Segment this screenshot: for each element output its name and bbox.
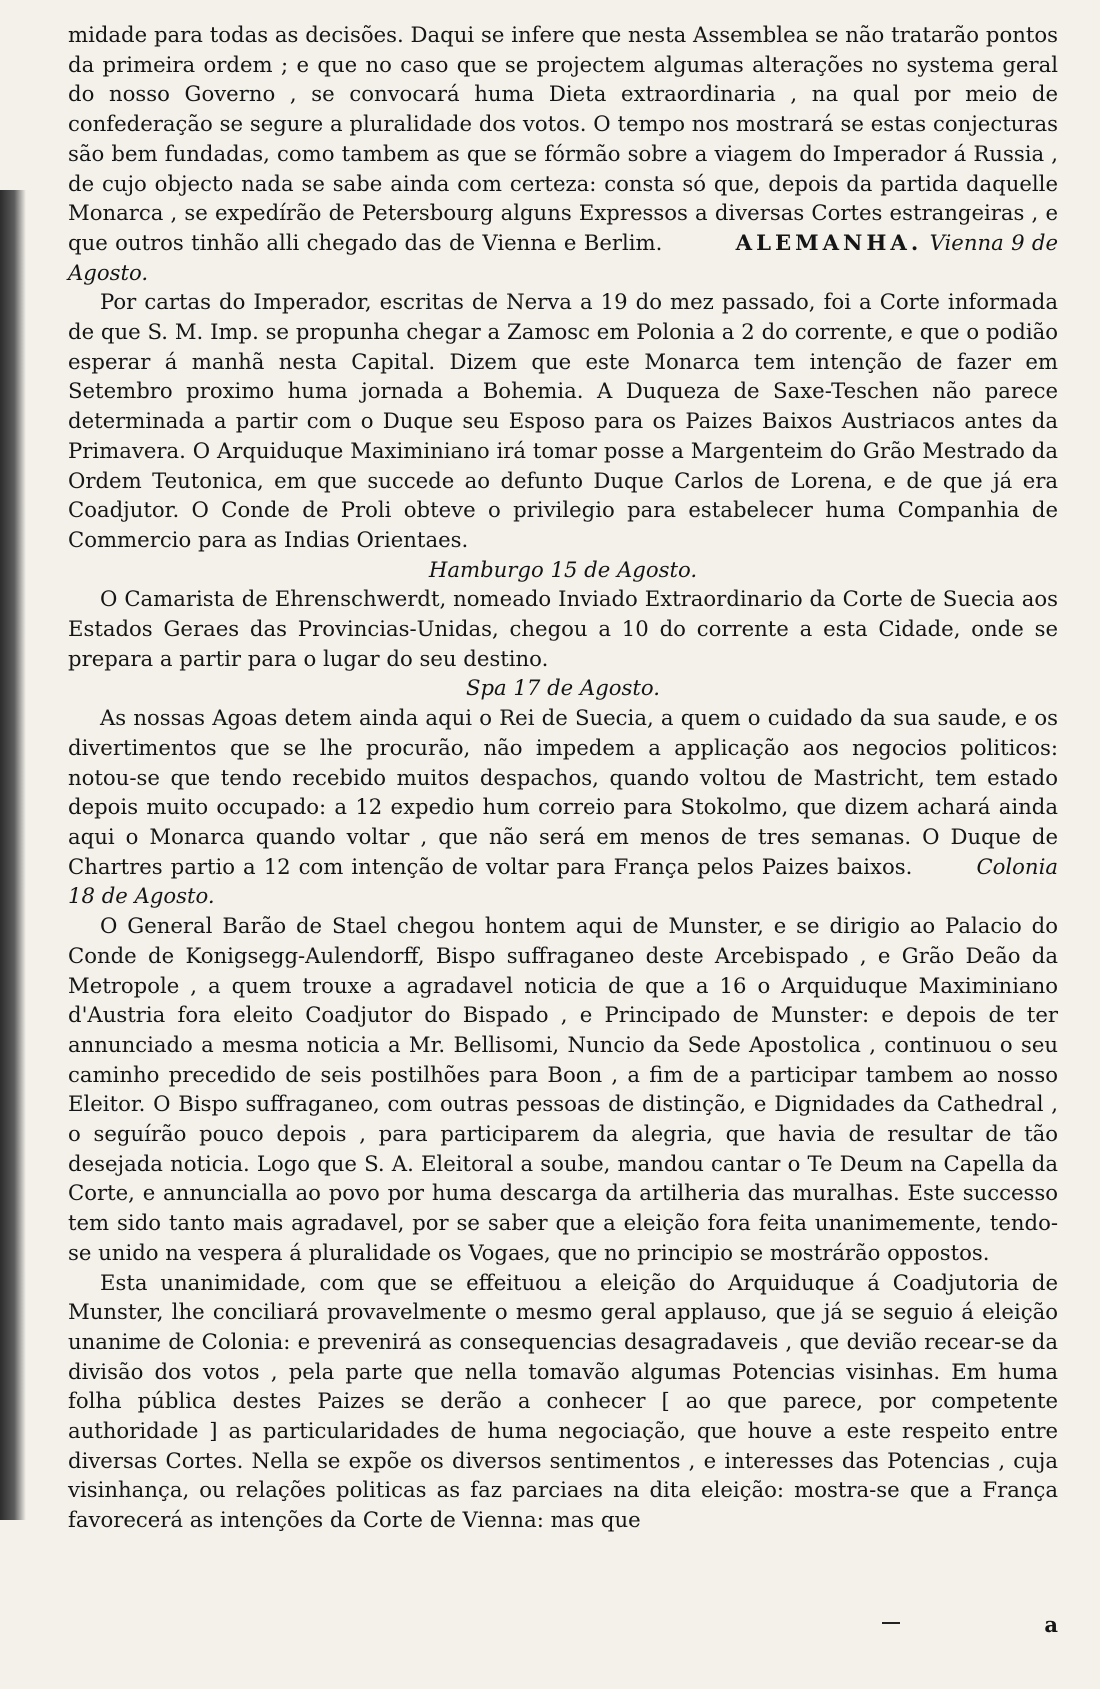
decorative-dash	[882, 1622, 900, 1624]
newspaper-page	[68, 20, 1058, 1535]
spa-text: As nossas Agoas detem ainda aqui o Rei de Suecia, a quem o cuidado da sua saude, e os divertimentos que se lhe procurão, não impedem a applicação aos negocios politicos: notou-se que tendo recebido muitos despachos, quando voltou de Mastricht, tem estado depois muito occupado: a 12 expedio hum correio para Stokolmo, que dizem achará ainda aqui o Monarca quando voltar , que não será em menos de tres semanas. O Duque de Chartres partio a 12 com intenção de voltar para França pelos Paizes baixos.	[68, 705, 1058, 879]
spa-dateline: Spa 17 de Agosto.	[465, 675, 661, 701]
catchword: a	[1044, 1612, 1058, 1637]
colonia-paragraph: O General Barão de Stael chegou hontem aqui de Munster, e se dirigio ao Palacio do Conde de Konigsegg-Aulendorff, Bispo suffraganeo deste Arcebispado , e Grão Deão da Metropole , a quem trouxe a agradavel noticia de que a 16 o Arquiduque Maximiniano d'Austria fora eleito Coadjutor do Bispado , e Principado de Munster: e depois de ter annunciado a mesma noticia a Mr. Bellisomi, Nuncio da Sede Apostolica , continuou o seu caminho precedido de seis postilhões para Boon , a fim de a participar tambem ao nosso Eleitor. O Bispo suffraganeo, com outras pessoas de distinção, e Dignidades da Cathedral , o seguírão pouco depois , para participarem da alegria, que havia de resultar de tão desejada noticia. Logo que S. A. Eleitoral a soube, mandou cantar o Te Deum na Capella da Corte, e annuncialla ao povo por huma descarga da artilheria das muralhas. Este successo tem sido tanto mais agradavel, por se saber que a eleição fora feita unanimemente, tendo-se unido na vespera á pluralidade os Vogaes, que no principio se mostrárão oppostos.	[68, 913, 1058, 1265]
hamburg-paragraph: O Camarista de Ehrenschwerdt, nomeado Inviado Extraordinario da Corte de Suecia aos Estados Geraes das Provincias-Unidas, chegou a 10 do corrente a esta Cidade, onde se prepara a partir para o lugar do seu destino.	[68, 586, 1058, 671]
opening-text: midade para todas as decisões. Daqui se infere que nesta Assemblea se não tratarão pontos da primeira ordem ; e que no caso que se projectem algumas alterações no systema geral do nosso Governo , se convocará huma Dieta extraordinaria , na qual por meio de confederação se segure a pluralidade dos votos. O tempo nos mostrará se estas conjecturas são bem fundadas, como tambem as que se fórmão sobre a viagem do Imperador á Russia , de cujo objecto nada se sabe ainda com certeza: consta só que, depois da partida daquelle Monarca , se expedírão de Petersbourg alguns Expressos a diversas Cortes estrangeiras , e que outros tinhão alli chegado das de	[68, 22, 1058, 255]
scan-edge-shadow	[0, 190, 26, 1520]
vienna-paragraph: Por cartas do Imperador, escritas de Nerva a 19 do mez passado, foi a Corte informada de que S. M. Imp. se propunha chegar a Zamosc em Polonia a 2 do corrente, e que o podião esperar á manhã nesta Capital. Dizem que este Monarca tem intenção de fazer em Setembro proximo huma jornada a Bohemia. A Duqueza de Saxe-Teschen não parece determinada a partir com o Duque seu Esposo para os Paizes Baixos Austriacos antes da Primavera. O Arquiduque Maximiniano irá tomar posse a Margenteim do Grão Mestrado da Ordem Teutonica, em que succede ao defunto Duque Carlos de Lorena, e de que já era Coadjutor. O Conde de Proli obteve o privilegio para estabelecer huma Companhia de Commercio para as Indias Orientaes.	[68, 289, 1058, 552]
opening-paragraph	[68, 20, 1058, 287]
hamburg-dateline: Hamburgo 15 de Agosto.	[428, 556, 698, 582]
closing-paragraph: Esta unanimidade, com que se effeituou a eleição do Arquiduque á Coadjutoria de Munster, lhe conciliará provavelmente o mesmo geral applauso, que já se seguio á eleição unanime de Colonia: e prevenirá as consequencias desagradaveis , que devião recear-se da divisão dos votos , pela parte que nella tomavão algumas Potencias visinhas. Em huma folha pública destes Paizes se derão a conhecer [ ao que parece, por competente authoridade ] as particularidades de huma negociação, que houve a este respeito entre diversas Cortes. Nella se expõe os diversos sentimentos , e interesses das Potencias , cuja visinhança, ou relações politicas as faz parciaes na dita eleição: mostra-se que a França favorecerá as intenções da Corte de Vienna: mas que	[68, 1269, 1058, 1533]
vienna-dateline: Vienna 9 de Agosto.	[68, 229, 1058, 285]
opening-tail: Vienna e Berlim.	[482, 229, 663, 255]
germany-heading: ALEMANHA.	[735, 229, 923, 255]
spa-paragraph	[68, 703, 1058, 911]
colonia-dateline: Colonia 18 de Agosto.	[68, 853, 1058, 909]
